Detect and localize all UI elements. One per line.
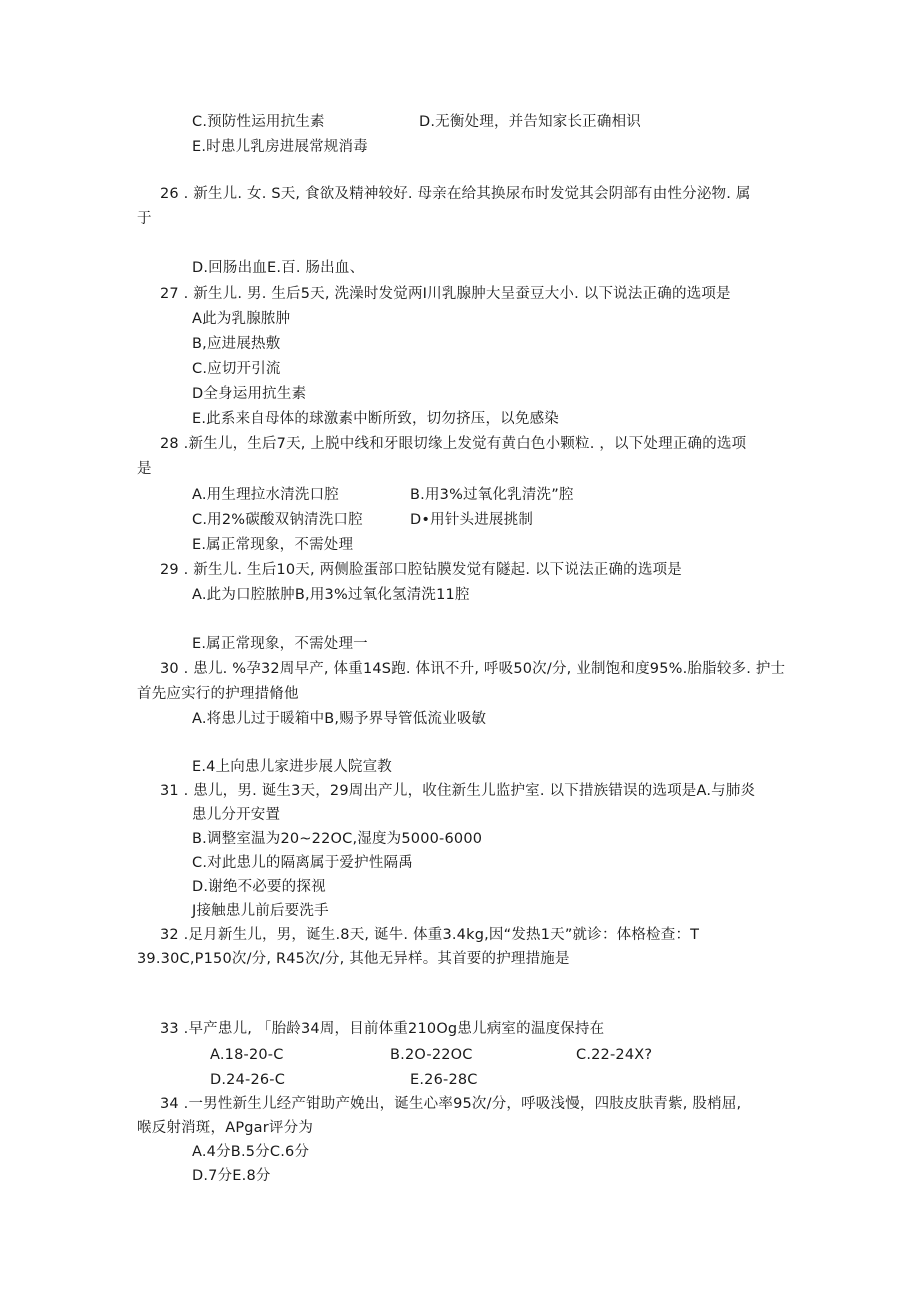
- text-line: C.应切开引流: [192, 361, 281, 377]
- text-line: C.预防性运用抗生素: [192, 114, 325, 130]
- text-line: 32 .足月新生儿，男，诞生.8天, 诞牛. 体重3.4kg,因“发热1天”就诊：体格检查：T: [160, 927, 700, 943]
- text-line: B.2O-22OC: [390, 1047, 473, 1063]
- text-line: 28 .新生儿，生后7天, 上脱中线和牙眼切缘上发觉有黄白色小颗粒. ，以下处理正确的选项: [160, 436, 747, 452]
- text-line: A.此为口腔脓肿B,用3%过氧化氢清洗11腔: [192, 587, 470, 603]
- text-line: D.谢绝不必要的探视: [192, 879, 326, 895]
- text-line: A.用生理拉水清洗口腔: [192, 487, 339, 503]
- text-line: B.调整室温为20~22OC,湿度为5000-6000: [192, 831, 483, 847]
- text-line: E.时患儿乳房进展常规消毒: [192, 139, 368, 155]
- text-line: E.此系来自母体的球激素中断所致，切勿挤压，以免感染: [192, 411, 559, 427]
- text-line: E.4上向患儿家进步展人院宣教: [192, 759, 392, 775]
- text-line: 29 . 新生儿. 生后10天, 两侧脸蛋部口腔钻膜发觉有隧起. 以下说法正确的选项是: [160, 562, 682, 578]
- text-line: 喉反射消斑，APgar评分为: [137, 1120, 314, 1136]
- text-line: E.属正常现象，不需处理一: [192, 636, 368, 652]
- text-line: D.无衡处理，并告知家长正确相识: [419, 114, 641, 130]
- text-line: 27 . 新生儿. 男. 生后5天, 洗澡时发觉两I川乳腺肿大呈蚕豆大小. 以下说法正确的选项是: [160, 286, 731, 302]
- text-line: D.7分E.8分: [192, 1168, 271, 1184]
- text-line: 31 . 患儿，男. 诞生3天，29周出产儿，收住新生儿监护室. 以下措族错误的选项是A.与肺炎: [160, 783, 756, 799]
- text-line: A此为乳腺脓肿: [192, 311, 291, 327]
- text-line: 首先应实行的护理措脩他: [137, 686, 299, 702]
- text-line: 33 .早产患儿, 「胎龄34周，目前体重210Og患儿病室的温度保持在: [160, 1021, 605, 1037]
- text-line: A.将患儿过于暖箱中B,赐予界导管低流业吸敏: [192, 711, 487, 727]
- text-line: 于: [137, 211, 152, 227]
- text-line: D.回肠出血E.百. 肠出血、: [192, 260, 365, 276]
- text-line: B.用3%过氧化乳清洗”腔: [410, 487, 574, 503]
- text-line: J接触患儿前后要洗手: [192, 903, 329, 919]
- text-line: 是: [137, 461, 152, 477]
- text-line: 30 . 患儿. %孕32周早产, 体重14S跑. 体讯不升, 呼吸50次/分, 业制饱和度95%.胎脂较多. 护士: [160, 661, 786, 677]
- text-line: D全身运用抗生素: [192, 386, 307, 402]
- text-line: A.18-20-C: [210, 1047, 284, 1063]
- text-line: C.22-24X?: [576, 1047, 653, 1063]
- text-line: D.24-26-C: [210, 1072, 286, 1088]
- text-line: B,应进展热敷: [192, 336, 281, 352]
- text-line: C.用2%碳酸双钠清洗口腔: [192, 512, 363, 528]
- text-line: E.26-28C: [410, 1072, 478, 1088]
- text-line: 患儿分开安置: [192, 807, 281, 823]
- text-line: E.属正常现象，不需处理: [192, 537, 354, 553]
- text-line: 34 .一男性新生儿经产钳助产娩出，诞生心率95次/分，呼吸浅慢，四肢皮肤青紫, 股梢屈,: [160, 1096, 742, 1112]
- text-line: 26 . 新生儿. 女. S天, 食欲及精神较好. 母亲在给其换尿布时发觉其会阴部有由性分泌物. 属: [160, 186, 751, 202]
- text-line: A.4分B.5分C.6分: [192, 1144, 310, 1160]
- text-line: C.对此患儿的隔离属于爱护性隔禹: [192, 855, 413, 871]
- text-line: D•用针头进展挑制: [410, 512, 534, 528]
- text-line: 39.30C,P150次/分, R45次/分, 其他无异样。其首要的护理措施是: [137, 951, 570, 967]
